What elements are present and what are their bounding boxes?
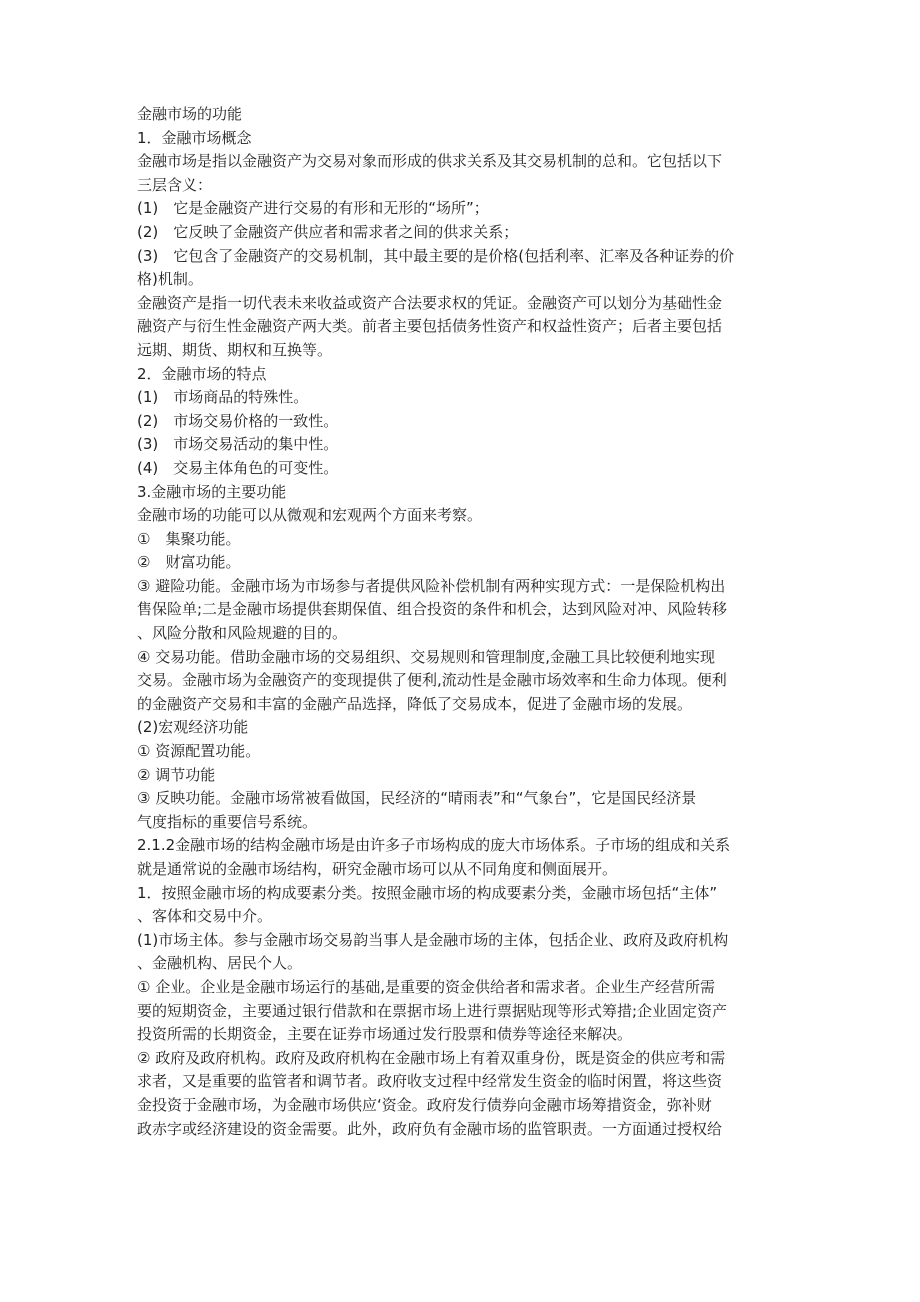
list-item: (2) 它反映了金融资产供应者和需求者之间的供求关系；: [137, 222, 519, 241]
list-item: (3) 它包含了金融资产的交易机制，其中最主要的是价格(包括利率、汇率及各种证券的价: [137, 246, 735, 265]
section-heading: 1．金融市场概念: [137, 128, 252, 147]
list-item: ③ 避险功能。金融市场为市场参与者提供风险补偿机制有两种实现方式：一是保险机构出: [137, 576, 726, 595]
list-item: ④ 交易功能。借助金融市场的交易组织、交易规则和管理制度,金融工具比较便利地实现: [137, 647, 715, 666]
list-item: (2) 市场交易价格的一致性。: [137, 411, 339, 430]
paragraph-line: 金融资产是指一切代表未来收益或资产合法要求权的凭证。金融资产可以划分为基础性金: [137, 293, 723, 312]
list-item: (1) 它是金融资产进行交易的有形和无形的“场所”；: [137, 199, 489, 218]
paragraph-line: 2.1.2金融市场的结构金融市场是由许多子市场构成的庞大市场体系。子市场的组成和关系: [137, 836, 731, 855]
list-item: ② 调节功能: [137, 765, 216, 784]
list-item-continuation: 气度指标的重要信号系统。: [137, 812, 318, 831]
paragraph-line: 就是通常说的金融市场结构，研究金融市场可以从不同角度和侧面展开。: [137, 860, 618, 878]
paragraph-line: 金融市场的功能可以从微观和宏观两个方面来考察。: [137, 506, 483, 525]
list-item: ② 财富功能。: [137, 553, 241, 572]
paragraph-line: 、客体和交易中介。: [137, 907, 273, 926]
list-item-continuation: 售保险单;二是金融市场提供套期保值、组合投资的条件和机会，达到风险对冲、风险转移: [137, 600, 728, 619]
list-item-continuation: 投资所需的长期资金，主要在证券市场通过发行股票和债券等途径来解决。: [137, 1025, 633, 1044]
list-item-continuation: 政赤字或经济建设的资金需要。此外，政府负有金融市场的监管职责。一方面通过授权给: [137, 1119, 723, 1138]
paragraph-line: 远期、期货、期权和互换等。: [137, 340, 333, 359]
paragraph-line: 1．按照金融市场的构成要素分类。按照金融市场的构成要素分类，金融市场包括“主体”: [137, 883, 718, 902]
list-item: ① 集聚功能。: [137, 529, 241, 548]
paragraph-line: 三层含义：: [137, 175, 213, 194]
list-item: (4) 交易主体角色的可变性。: [137, 458, 339, 477]
document-title: 金融市场的功能: [137, 105, 243, 123]
list-item: (3) 市场交易活动的集中性。: [137, 435, 339, 454]
paragraph-line: 金融市场是指以金融资产为交易对象而形成的供求关系及其交易机制的总和。它包括以下: [137, 152, 723, 171]
list-item: ③ 反映功能。金融市场常被看做国，民经济的“晴雨表”和“气象台”，它是国民经济景: [137, 789, 697, 808]
list-item-continuation: 格)机制。: [137, 270, 203, 289]
list-item: (1) 市场商品的特殊性。: [137, 388, 309, 407]
list-item-continuation: 求者，又是重要的监管者和调节者。政府收支过程中经常发生资金的临时闲置，将这些资: [137, 1072, 723, 1091]
paragraph-line: 融资产与衍生性金融资产两大类。前者主要包括债务性资产和权益性资产；后者主要包括: [137, 317, 723, 336]
list-item-continuation: 、风险分散和风险规避的目的。: [137, 624, 348, 643]
list-item: ② 政府及政府机构。政府及政府机构在金融市场上有着双重身份，既是资金的供应考和需: [137, 1048, 726, 1067]
list-item-continuation: 交易。金融市场为金融资产的变现提供了便利,流动性是金融市场效率和生命力体现。便利: [137, 671, 727, 690]
paragraph-line: (1)市场主体。参与金融市场交易韵当事人是金融市场的主体，包括企业、政府及政府机构: [137, 930, 729, 949]
document-page: [137, 103, 797, 1141]
list-item-continuation: 金投资于金融市场，为金融市场供应‘资金。政府发行债券向金融市场筹措资金，弥补财: [137, 1095, 712, 1114]
list-item: ① 资源配置功能。: [137, 742, 261, 761]
subsection-heading: (2)宏观经济功能: [137, 718, 249, 737]
section-heading: 2．金融市场的特点: [137, 364, 267, 383]
list-item: ① 企业。企业是金融市场运行的基础,是重要的资金供给者和需求者。企业生产经营所需: [137, 977, 715, 996]
list-item-continuation: 要的短期资金，主要通过银行借款和在票据市场上进行票据贴现等形式筹措;企业固定资产: [137, 1001, 728, 1020]
section-heading: 3.金融市场的主要功能: [137, 482, 287, 501]
paragraph-line: 、金融机构、居民个人。: [137, 954, 303, 973]
list-item-continuation: 的金融资产交易和丰富的金融产品选择，降低了交易成本，促进了金融市场的发展。: [137, 694, 693, 713]
